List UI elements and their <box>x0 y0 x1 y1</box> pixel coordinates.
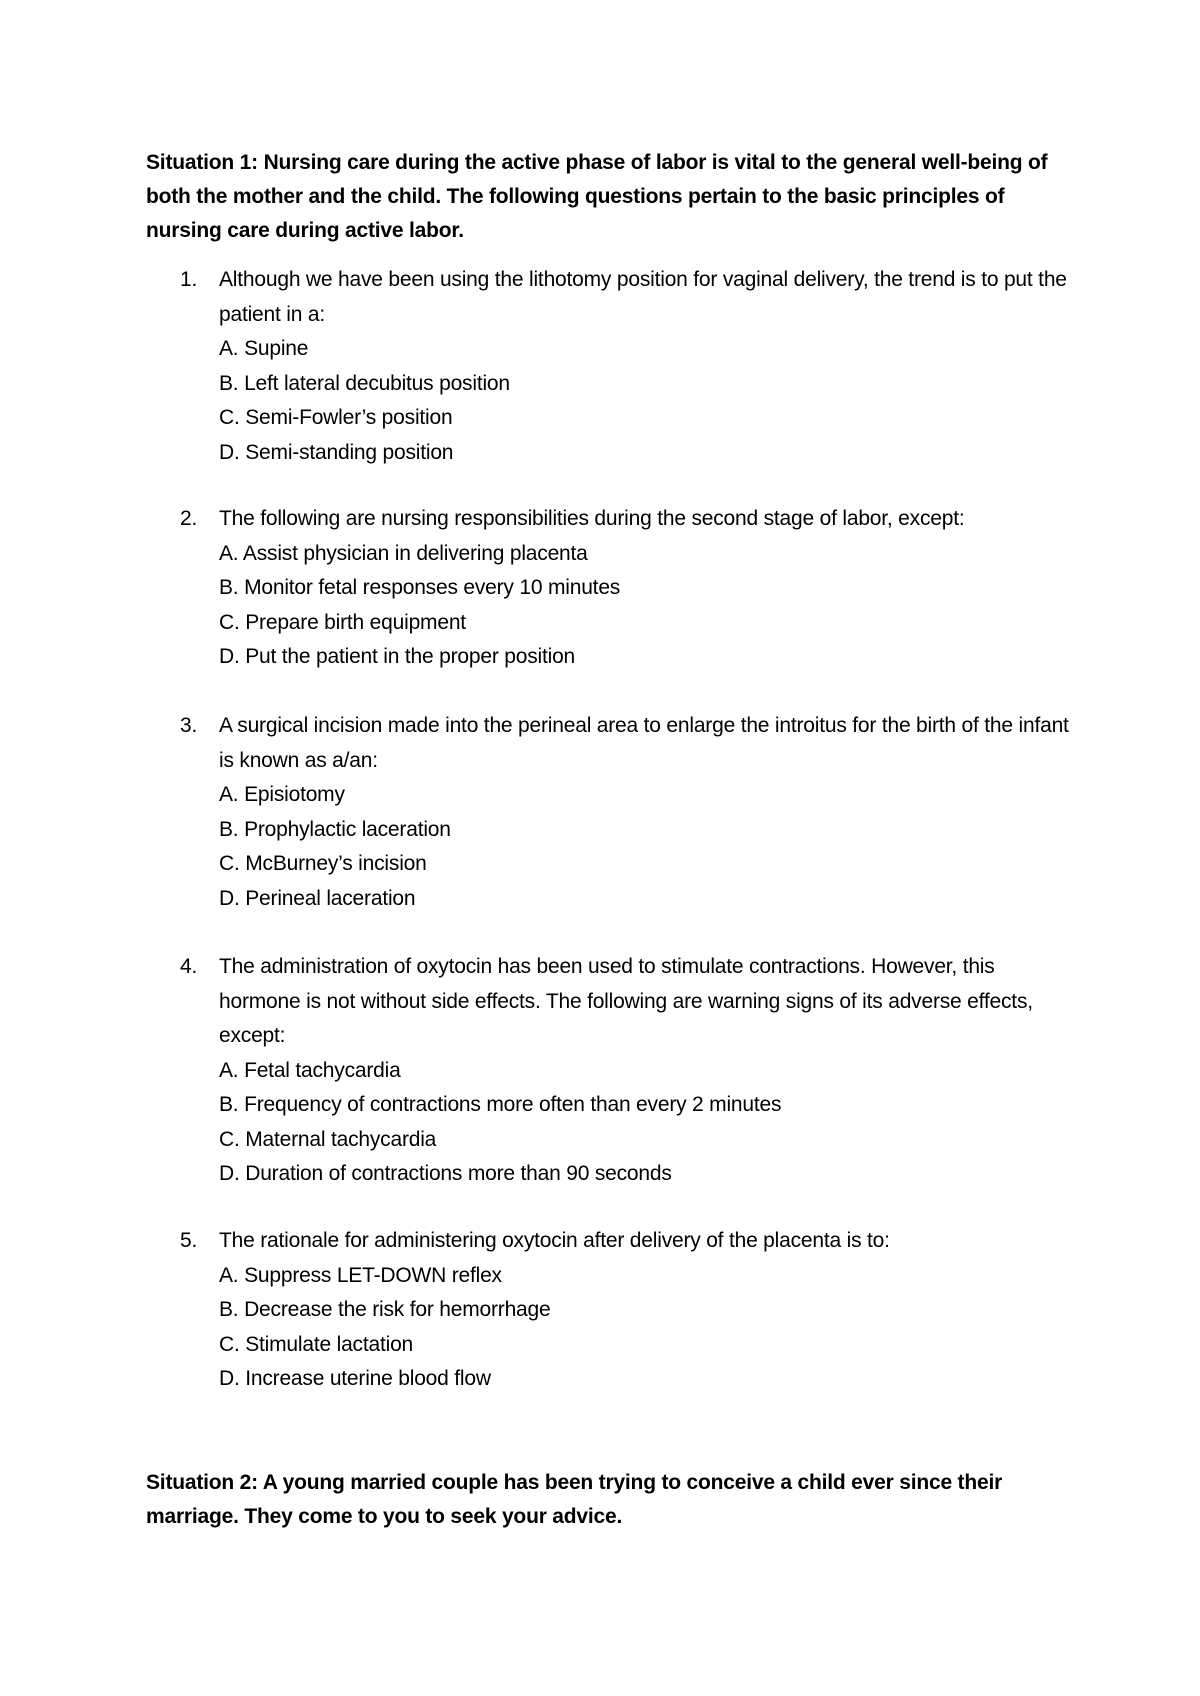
option-a: A. Episiotomy <box>219 783 345 806</box>
question-4 <box>180 950 1070 1192</box>
option-b: B. Decrease the risk for hemorrhage <box>219 1298 551 1321</box>
option-d: D. Duration of contractions more than 90 seconds <box>219 1162 672 1185</box>
option-d: D. Perineal laceration <box>219 886 416 910</box>
option-b: B. Left lateral decubitus position <box>219 371 510 395</box>
question-2 <box>180 502 1070 675</box>
option-c: C. Semi-Fowler’s position <box>219 406 453 429</box>
option-d: D. Semi-standing position <box>219 440 454 464</box>
option-a: A. Assist physician in delivering placenta <box>219 541 588 565</box>
option-b: B. Prophylactic laceration <box>219 817 451 841</box>
situation-1-heading: Situation 1: Nursing care during the active phase of labor is vital to the general well-being of both the mother and the child. The following questions pertain to the basic principles of nursing care during active labor. <box>146 151 1048 242</box>
option-c: C. Stimulate lactation <box>219 1332 414 1356</box>
option-a: A. Fetal tachycardia <box>219 1058 401 1082</box>
question-number: 1. <box>180 268 198 291</box>
question-number: 4. <box>180 955 198 978</box>
question-stem: Although we have been using the lithotomy position for vaginal delivery, the trend is to put the patient in a: <box>219 268 1067 326</box>
question-number: 5. <box>180 1229 198 1252</box>
situation-2-heading: Situation 2: A young married couple has been trying to conceive a child ever since their marriage. They come to you to seek your advice. <box>146 1471 1003 1528</box>
question-5 <box>180 1224 1070 1397</box>
option-a: A. Suppress LET-DOWN reflex <box>219 1263 502 1287</box>
question-stem: The administration of oxytocin has been used to stimulate contractions. However, this hormone is not without side effects. The following are warning signs of its adverse effects, except: <box>219 955 1033 1047</box>
option-c: C. McBurney’s incision <box>219 852 427 875</box>
question-3 <box>180 709 1070 916</box>
question-1 <box>180 263 1070 470</box>
option-d: D. Put the patient in the proper position <box>219 645 576 668</box>
option-d: D. Increase uterine blood flow <box>219 1367 491 1390</box>
question-number: 3. <box>180 714 198 737</box>
question-stem: A surgical incision made into the perineal area to enlarge the introitus for the birth of the infant is known as a/an: <box>219 714 1069 772</box>
option-c: C. Maternal tachycardia <box>219 1127 437 1151</box>
option-b: B. Frequency of contractions more often than every 2 minutes <box>219 1093 782 1116</box>
question-stem: The following are nursing responsibilities during the second stage of labor, except: <box>219 507 965 530</box>
option-a: A. Supine <box>219 337 309 360</box>
question-number: 2. <box>180 507 198 530</box>
question-stem: The rationale for administering oxytocin after delivery of the placenta is to: <box>219 1229 890 1252</box>
option-c: C. Prepare birth equipment <box>219 610 466 634</box>
option-b: B. Monitor fetal responses every 10 minutes <box>219 576 621 599</box>
